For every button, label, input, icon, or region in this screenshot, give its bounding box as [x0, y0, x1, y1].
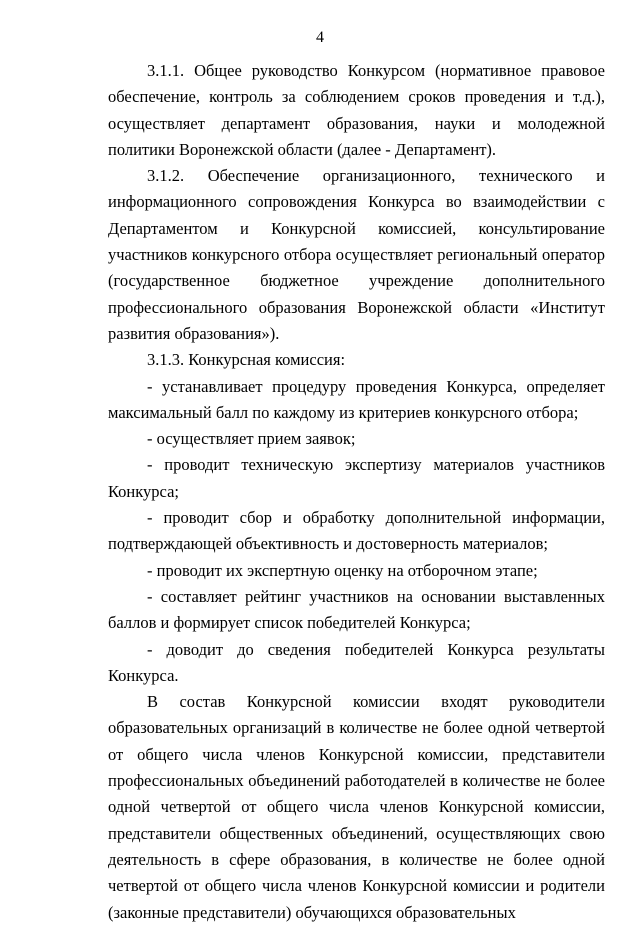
paragraph-commission-composition: В состав Конкурсной комиссии входят руководители образовательных организаций в количестве не более одной четвертой от общего числа членов Конкурсной комиссии, представители профессиональных объединений работодателей в количестве не более одной четвертой от общего числа членов Конкурсной комиссии, представители общественных объединений, осуществляющих свою деятельность в сфере образования, в количестве не более одной четвертой от общего числа членов Конкурсной комиссии и родители (законные представители) обучающихся образовательных [108, 692, 605, 922]
paragraph-3-1-1: 3.1.1. Общее руководство Конкурсом (нормативное правовое обеспечение, контроль за соблюдением сроков проведения и т.д.), осуществляет департамент образования, науки и молодежной политики Воронежской области (далее - Департамент). [108, 61, 605, 159]
list-item-procedure: - устанавливает процедуру проведения Конкурса, определяет максимальный балл по каждому из критериев конкурсного отбора; [108, 376, 605, 422]
paragraph-3-1-2: 3.1.2. Обеспечение организационного, технического и информационного сопровождения Конкурса во взаимодействии с Департаментом и Конкурсной комиссией, консультирование участников конкурсного отбора осуществляет региональный оператор (государственное бюджетное учреждение дополнительного профессионального образования Воронежской области «Институт развития образования»). [108, 166, 605, 343]
list-item-expert-evaluation: - проводит их экспертную оценку на отборочном этапе; [147, 560, 538, 580]
document-body [108, 58, 605, 926]
page-number: 4 [316, 29, 324, 46]
list-item-technical-review: - проводит техническую экспертизу материалов участников Конкурса; [108, 455, 605, 501]
list-item-additional-info: - проводит сбор и обработку дополнительной информации, подтверждающей объективность и достоверность материалов; [108, 508, 605, 554]
list-item-rating: - составляет рейтинг участников на основании выставленных баллов и формирует список победителей Конкурса; [108, 586, 605, 633]
paragraph-3-1-3-heading: 3.1.3. Конкурсная комиссия: [147, 350, 346, 370]
list-item-notify-winners: - доводит до сведения победителей Конкурса результаты Конкурса. [108, 639, 605, 685]
list-item-applications: - осуществляет прием заявок; [147, 429, 356, 449]
